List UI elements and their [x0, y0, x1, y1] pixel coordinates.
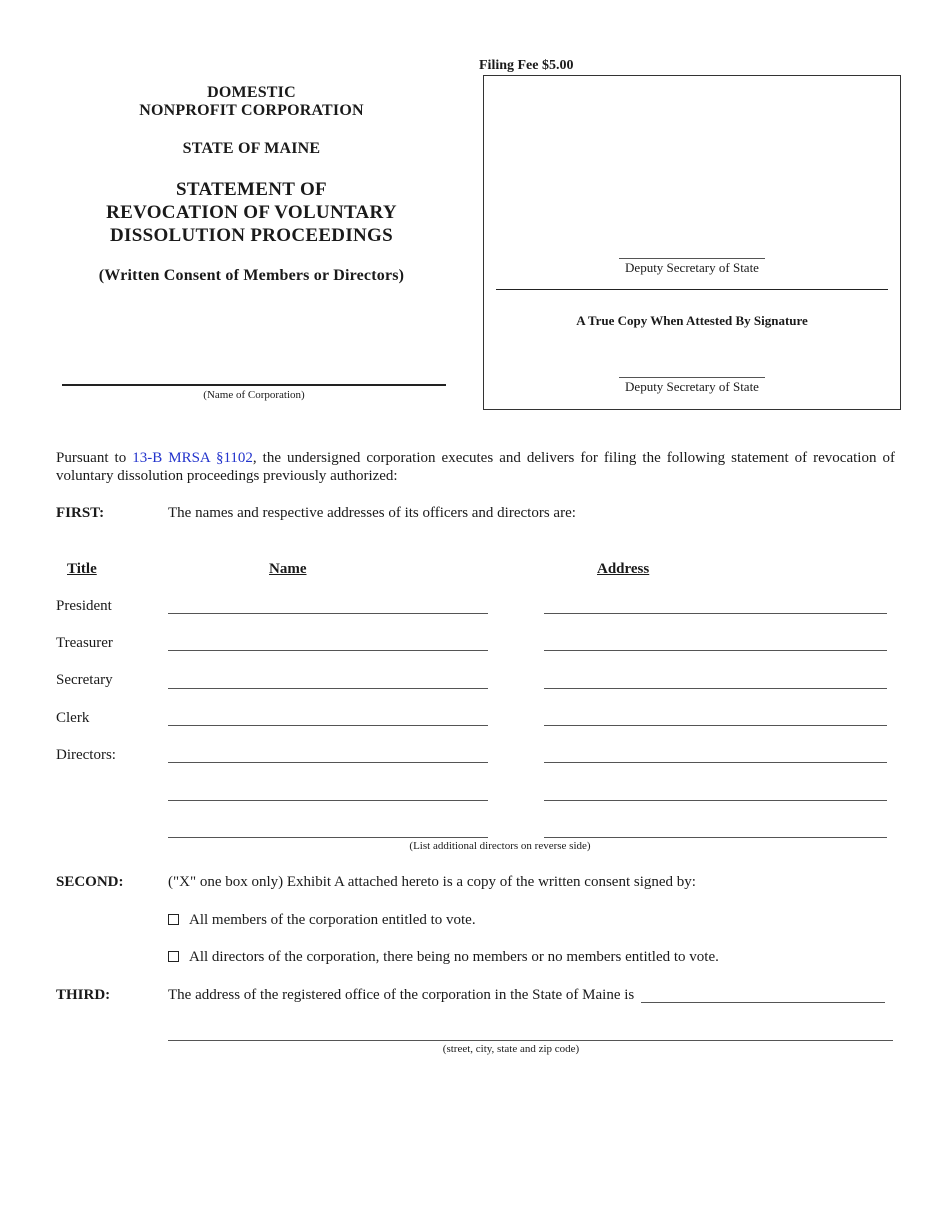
address-field-director-2[interactable] [544, 799, 887, 801]
form-header [60, 84, 443, 285]
registered-office-address-field[interactable] [168, 1039, 893, 1041]
first-text: The names and respective addresses of its officers and directors are: [168, 505, 576, 521]
deputy-secretary-label: Deputy Secretary of State [625, 260, 759, 275]
header-state: STATE OF MAINE [182, 140, 321, 157]
option-all-directors-label: All directors of the corporation, there being no members or no members entitled to vote. [189, 949, 719, 965]
header-line-domestic: DOMESTIC [207, 84, 296, 101]
column-address: Address [597, 561, 650, 577]
intro-paragraph [56, 449, 895, 485]
address-field-clerk[interactable] [544, 724, 887, 726]
address-field-treasurer[interactable] [544, 649, 887, 651]
name-field-director-3[interactable] [168, 836, 488, 838]
name-field-treasurer[interactable] [168, 649, 488, 651]
name-field-clerk[interactable] [168, 724, 488, 726]
row-title-clerk: Clerk [56, 710, 90, 726]
option-all-members[interactable] [168, 912, 476, 929]
title-line-3: DISSOLUTION PROCEEDINGS [110, 225, 393, 246]
address-field-director-3[interactable] [544, 836, 887, 838]
address-field-secretary[interactable] [544, 687, 887, 689]
form-title [60, 178, 443, 247]
row-title-president: President [56, 598, 112, 614]
header-line-nonprofit: NONPROFIT CORPORATION [139, 102, 364, 119]
divider [496, 289, 888, 290]
option-all-directors[interactable] [168, 949, 719, 966]
address-field-director-1[interactable] [544, 761, 887, 763]
title-line-1: STATEMENT OF [176, 179, 327, 200]
form-subtitle: (Written Consent of Members or Directors) [98, 267, 405, 284]
third-text: The address of the registered office of the corporation in the State of Maine is [168, 987, 635, 1003]
title-line-2: REVOCATION OF VOLUNTARY [106, 202, 397, 223]
address-field-president[interactable] [544, 612, 887, 614]
name-field-director-2[interactable] [168, 799, 488, 801]
checkbox-all-directors[interactable] [168, 951, 179, 962]
second-text: ("X" one box only) Exhibit A attached hereto is a copy of the written consent signed by: [168, 874, 696, 890]
second-label: SECOND: [56, 874, 124, 890]
signature-line[interactable] [619, 258, 765, 259]
filing-stamp-box [483, 75, 901, 410]
option-all-members-label: All members of the corporation entitled to vote. [189, 912, 476, 928]
corporation-name-label: (Name of Corporation) [203, 389, 305, 401]
row-title-secretary: Secretary [56, 672, 113, 688]
row-title-directors: Directors: [56, 747, 116, 763]
attest-signature-line[interactable] [619, 377, 765, 378]
row-title-treasurer: Treasurer [56, 635, 113, 651]
third-label: THIRD: [56, 987, 111, 1003]
name-field-director-1[interactable] [168, 761, 488, 763]
deputy-secretary-attest-label: Deputy Secretary of State [625, 379, 759, 394]
statute-link[interactable]: 13-B MRSA §1102 [132, 450, 253, 466]
first-label: FIRST: [56, 505, 105, 521]
registered-office-field[interactable] [641, 1001, 885, 1003]
column-name: Name [269, 561, 307, 577]
checkbox-all-members[interactable] [168, 914, 179, 925]
column-title: Title [67, 561, 97, 577]
name-field-president[interactable] [168, 612, 488, 614]
intro-pre: Pursuant to [56, 450, 133, 466]
additional-directors-note: (List additional directors on reverse side) [409, 840, 591, 852]
name-field-secretary[interactable] [168, 687, 488, 689]
corporation-name-field[interactable] [62, 370, 446, 386]
address-format-note: (street, city, state and zip code) [442, 1043, 580, 1055]
intro-post: , the undersigned corporation executes and delivers for filing the following statement of revocation of voluntary dissolution proceedings previously authorized: [56, 450, 895, 484]
filing-fee: Filing Fee $5.00 [479, 58, 574, 73]
true-copy-label: A True Copy When Attested By Signature [576, 313, 808, 328]
